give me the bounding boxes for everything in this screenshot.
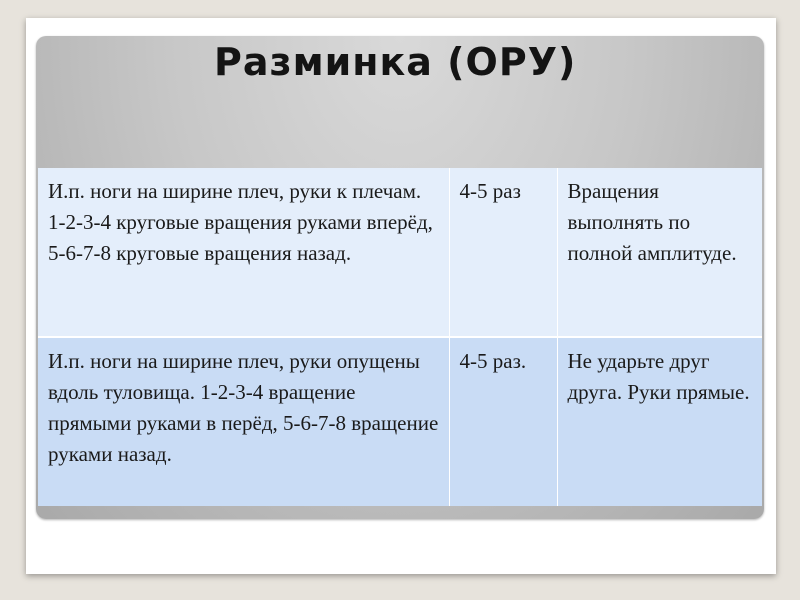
exercise-note-cell: Вращения выполнять по полной амплитуде. [557, 168, 762, 337]
exercise-description-cell: И.п. ноги на ширине плеч, руки опущены вдоль туловища. 1-2-3-4 вращение прямыми руками в перёд, 5-6-7-8 вращение руками назад. [38, 337, 449, 506]
table-row [38, 168, 762, 337]
exercise-note-cell: Не ударьте друг друга. Руки прямые. [557, 337, 762, 506]
table-row [38, 337, 762, 506]
repetition-count-cell: 4-5 раз [449, 168, 557, 337]
slide-title: Разминка (ОРУ) [214, 40, 577, 84]
exercise-table [38, 168, 762, 506]
exercise-description-cell: И.п. ноги на ширине плеч, руки к плечам. 1-2-3-4 круговые вращения руками вперёд, 5-6-7-8 круговые вращения назад. [38, 168, 449, 337]
repetition-count-cell: 4-5 раз. [449, 337, 557, 506]
